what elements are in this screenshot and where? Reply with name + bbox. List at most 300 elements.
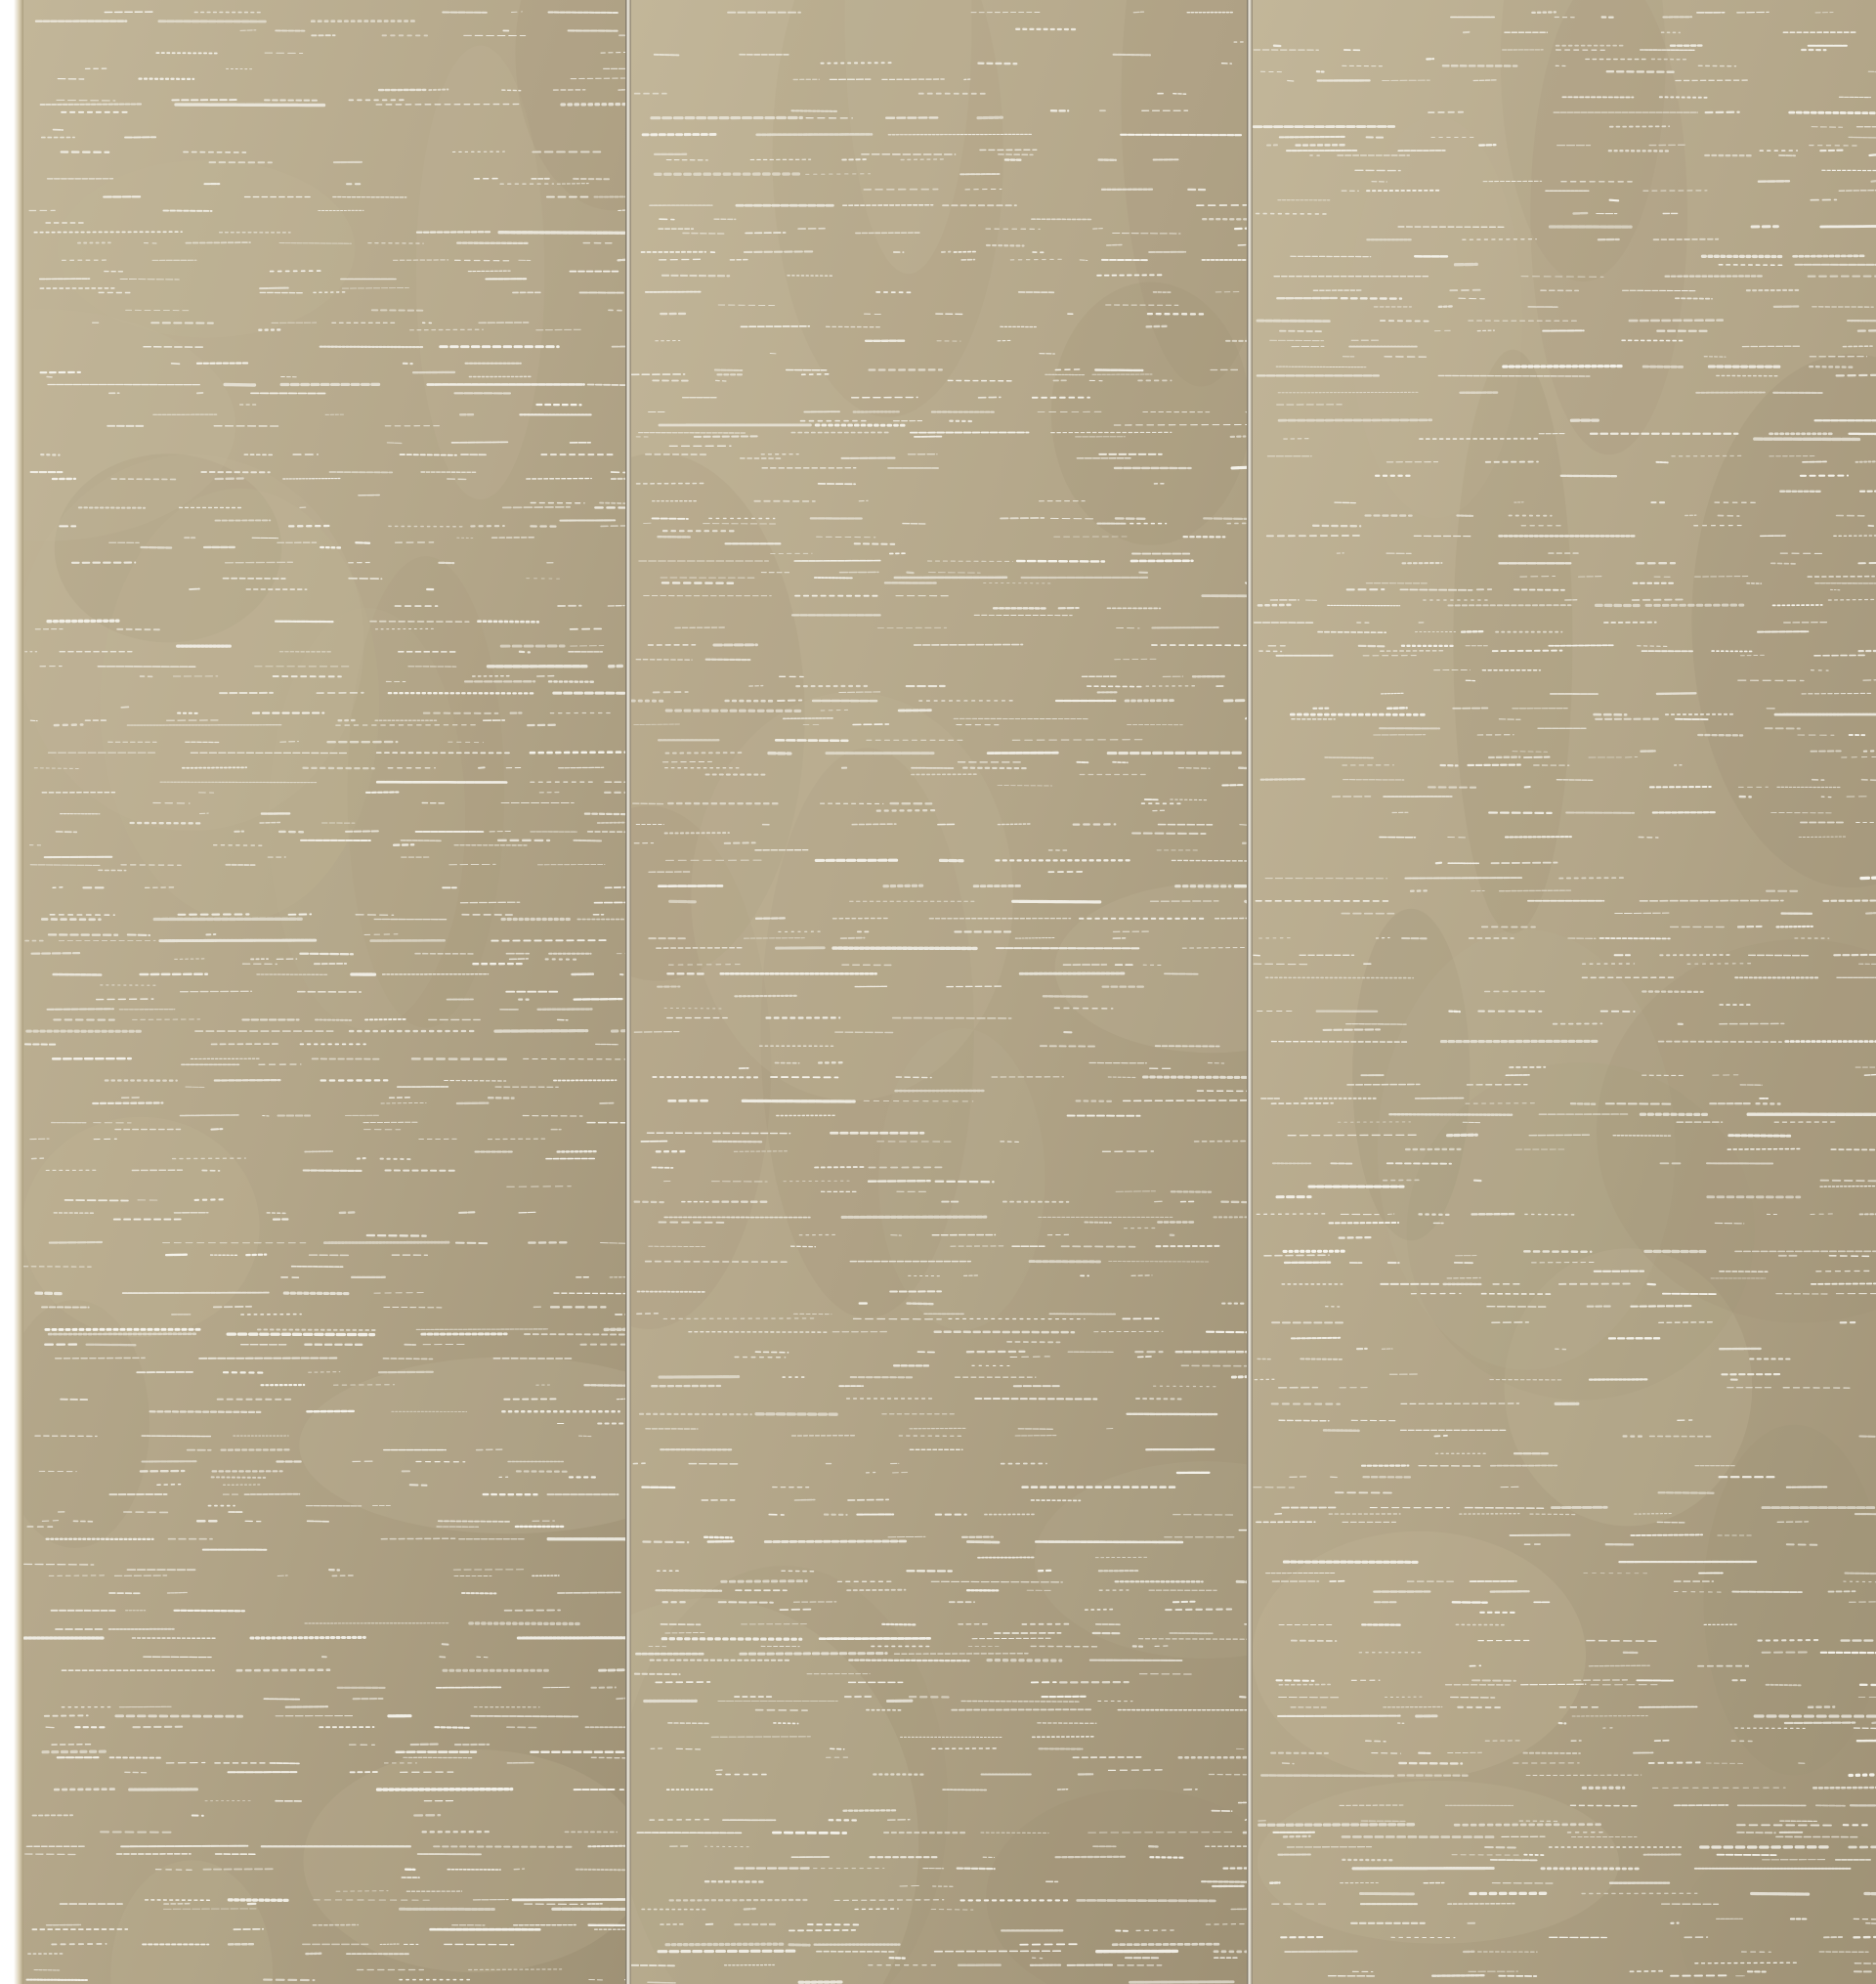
scratch-line [571,78,625,79]
scratch-line [190,589,199,590]
scratch-line [429,90,448,91]
scratch-line [334,1385,395,1386]
scratch-line [743,1100,854,1101]
scratch-line [1450,290,1482,291]
scratch-line [376,105,521,106]
scratch-line [123,1293,269,1294]
scratch-line [211,1129,222,1130]
scratch-line [1737,12,1769,13]
scratch-line [284,1293,349,1294]
scratch-line [153,803,190,804]
scratch-line [1001,1142,1019,1143]
scratch-line [1173,1602,1195,1603]
scratch-line [643,1542,688,1543]
scratch-line [381,1538,454,1539]
scratch-line [1277,1680,1314,1681]
scratch-line [150,1411,261,1412]
scratch-line [1514,589,1564,590]
scratch-line [1372,1753,1401,1754]
scratch-line [527,479,592,480]
scratch-line [133,1019,200,1020]
scratch-line [459,1212,474,1213]
scratch-line [1870,154,1876,155]
scratch-line [1459,298,1484,299]
scratch-line [180,1115,238,1116]
scratch-line [183,767,246,768]
scratch-line [1657,1522,1684,1523]
scratch-line [1657,693,1696,694]
scratch-line [1093,229,1103,230]
scratch-line [1113,1944,1218,1945]
scratch-line [1389,1114,1512,1115]
scratch-line [1821,227,1876,228]
scratch-line [1405,878,1521,879]
scratch-line [1556,780,1592,781]
scratch-line [1830,589,1841,590]
scratch-line [935,1332,1074,1333]
scratch-line [722,1581,807,1582]
scratch-line [264,1699,300,1700]
scratch-line [1324,1029,1380,1030]
scratch-line [1113,234,1180,235]
scratch-line [43,1751,108,1752]
scratch-line [1254,955,1261,956]
scratch-line [1589,1665,1649,1666]
scratch-line [510,959,529,960]
scratch-line [443,1644,449,1645]
scratch-line [958,1869,995,1870]
scratch-line [869,1181,930,1182]
scratch-line [1078,1900,1215,1901]
scratch-line [676,1748,700,1749]
plank-middle-texture [631,0,1247,1984]
scratch-line [264,1980,314,1981]
scratch-line [1449,1012,1460,1013]
scratch-line [1335,502,1355,503]
scratch-line [471,1716,577,1717]
scratch-line [1532,12,1556,13]
scratch-line [1050,518,1095,519]
scratch-line [1732,1592,1802,1593]
scratch-line [226,562,293,563]
scratch-line [411,1745,439,1746]
scratch-line [784,718,834,719]
scratch-line [1729,1136,1790,1137]
scratch-line [87,1345,137,1346]
scratch-line [1095,370,1142,371]
scratch-line [186,242,250,243]
scratch-line [1861,878,1876,879]
scratch-line [1439,306,1454,307]
plank-right-texture [1253,0,1876,1984]
scratch-line [142,547,172,548]
scratch-line [1660,97,1707,98]
scratch-line [600,1670,625,1671]
scratch-line [618,260,625,261]
scratch-line [1549,645,1613,646]
scratch-line [972,1638,1051,1639]
paint-blotch [23,454,364,831]
scratch-line [1630,321,1723,322]
scratch-line [975,1399,1096,1400]
scratch-line [279,243,352,244]
scratch-line [1839,191,1876,192]
scratch-line [387,443,402,444]
scratch-line [1462,631,1483,632]
scratch-line [549,13,618,14]
scratch-line [1574,213,1588,214]
scratch-line [1521,1684,1586,1685]
scratch-line [54,974,101,975]
scratch-line [1113,762,1128,763]
scratch-line [1207,1332,1247,1333]
scratch-line [1811,1214,1836,1215]
scratch-line [896,1077,931,1078]
scratch-line [1097,275,1164,276]
scratch-line [300,954,353,955]
scratch-line [316,1019,351,1020]
scratch-line [499,233,625,234]
scratch-line [270,1763,299,1764]
scratch-line [648,1982,675,1983]
scratch-line [1432,1975,1484,1976]
plank-left [23,0,625,1984]
scratch-line [1521,277,1603,278]
scratch-line [662,276,729,277]
scratch-line [1107,245,1122,246]
scratch-line [1132,834,1205,835]
scratch-line [1499,719,1520,720]
scratch-line [1208,1063,1223,1064]
scratch-line [1238,245,1247,246]
scratch-line [839,692,881,693]
scratch-line [468,271,510,272]
scratch-line [1752,1894,1809,1895]
scratch-line [1802,693,1871,694]
scratch-line [340,1212,357,1213]
paint-blotch [1253,1531,1586,1779]
scratch-line [1232,467,1247,468]
scratch-line [30,865,100,866]
scratch-line [1261,1776,1392,1777]
scratch-line [1284,1836,1310,1837]
scratch-line [1340,1237,1373,1238]
scratch-line [228,1334,373,1335]
scratch-line [292,1267,343,1268]
scratch-line [514,1869,524,1870]
scratch-line [160,940,316,941]
scratch-line [200,813,209,814]
scratch-line [286,1706,327,1707]
scratch-line [852,824,896,825]
scratch-line [384,1307,442,1308]
scratch-line [961,1702,1079,1703]
scratch-line [416,1329,547,1330]
scratch-line [848,1499,888,1500]
scratch-line [884,885,922,886]
scratch-line [765,1541,908,1542]
scratch-line [439,1521,510,1522]
scratch-line [1866,913,1876,914]
scratch-line [1485,1847,1516,1848]
scratch-line [1864,1075,1876,1076]
scratch-line [1261,779,1305,780]
scratch-line [1136,1399,1184,1400]
scratch-line [252,538,277,539]
scratch-line [1018,1429,1053,1430]
scratch-line [907,573,913,574]
scratch-line [612,472,625,473]
scratch-line [1139,1639,1248,1640]
paint-blotch [23,1117,260,1338]
scratch-line [915,645,1023,646]
scratch-line [1116,1930,1130,1931]
scratch-line [1715,1223,1744,1224]
panel-left-edge [14,0,23,1984]
scratch-line [666,1944,785,1945]
scratch-line [931,1581,1062,1582]
scratch-line [841,938,865,939]
scratch-line [1036,1542,1182,1543]
scratch-line [1676,298,1712,299]
scratch-line [1258,321,1331,322]
scratch-line [1202,1881,1247,1882]
scratch-line [1767,1685,1801,1686]
scratch-line [50,1242,102,1243]
plank-right [1253,0,1876,1984]
scratch-line [1849,137,1876,138]
scratch-line [1500,890,1572,891]
scratch-line [356,915,393,916]
scratch-line [1863,680,1876,681]
scratch-line [1631,1306,1692,1307]
scratch-line [365,1019,405,1020]
scratch-line [967,1542,999,1543]
scratch-line [216,479,243,480]
scratch-line [908,1304,934,1305]
scratch-line [1466,1103,1536,1104]
scratch-line [304,1171,362,1172]
scratch-line [1610,200,1619,201]
scratch-line [601,1243,626,1244]
scratch-line [1147,326,1167,327]
scratch-line [23,1267,91,1268]
paint-blotch [1258,1781,1619,1944]
scratch-line [251,1637,364,1638]
scratch-line [1260,71,1282,72]
scratch-line [1656,462,1667,463]
scratch-line [579,1436,592,1437]
scratch-line [741,1654,886,1655]
scratch-line [1771,563,1797,564]
scratch-line [1436,863,1442,864]
scratch-line [1359,646,1385,647]
scratch-line [1659,1042,1781,1043]
scratch-line [1625,757,1637,758]
scratch-line [795,1500,815,1501]
scratch-line [121,1846,247,1847]
scratch-line [646,1262,789,1263]
scratch-line [695,436,757,437]
scratch-line [791,110,836,111]
scratch-line [610,666,625,667]
scratch-line [954,252,975,253]
scratch-line [1130,1982,1234,1983]
scratch-line [197,393,204,394]
scratch-line [172,364,180,365]
scratch-line [308,1521,329,1522]
scratch-line [267,1213,287,1214]
scratch-line [1659,1492,1714,1493]
paint-blotch [1349,116,1522,518]
scratch-line [477,1449,502,1450]
paint-blotch [878,1028,1045,1330]
scratch-line [559,767,604,768]
scratch-line [48,1009,114,1010]
scratch-line [543,1687,570,1688]
scratch-line [1492,863,1557,864]
scratch-line [1491,1860,1537,1861]
plank-middle [631,0,1247,1984]
scratch-line [271,271,321,272]
scratch-line [1166,1610,1231,1611]
scratch-line [1150,1857,1184,1858]
scratch-line [121,865,181,866]
scratch-line [1387,708,1407,709]
scratch-line [225,385,254,386]
scratch-line [1571,1103,1595,1104]
scratch-line [41,105,142,106]
scratch-line [175,1611,245,1612]
scratch-line [349,579,381,580]
scratch-line [1116,1191,1155,1192]
scratch-line [660,1377,739,1378]
scratch-line [1240,825,1247,826]
scratch-line [1178,768,1210,769]
scratch-line [1288,81,1294,82]
scratch-line [452,442,509,443]
scratch-line [260,288,288,289]
scratch-line [410,1485,427,1486]
scratch-line [711,1737,810,1738]
scratch-line [168,1593,188,1594]
scratch-line [229,1900,289,1901]
scratch-line [491,940,608,941]
scratch-line [36,1293,61,1294]
scratch-line [1399,1763,1462,1764]
scratch-line [1493,651,1562,652]
scratch-line [1325,757,1373,758]
scratch-line [305,1151,332,1152]
scratch-line [503,507,570,508]
scratch-line [745,251,813,252]
scratch-line [1182,948,1247,949]
scratch-line [575,999,622,1000]
scratch-line [1080,260,1087,261]
scratch-line [735,996,797,997]
scratch-line [781,1610,811,1611]
scratch-line [495,1031,587,1032]
scratch-line [48,621,118,622]
paint-blotch [58,160,355,338]
scratch-line [655,55,679,56]
scratch-line [1062,1246,1135,1247]
scratch-line [520,652,530,653]
scratch-line [1607,71,1674,72]
scratch-line [670,901,697,902]
scratch-line [815,1167,865,1168]
scratch-line [1438,375,1590,376]
scratch-line [683,234,726,235]
scratch-line [617,1699,625,1700]
scratch-line [128,934,149,935]
scratch-line [1400,589,1471,590]
scratch-line [142,1436,210,1437]
scratch-line [125,1772,149,1773]
scratch-line [1872,181,1876,182]
scratch-line [176,105,324,106]
scratch-line [1204,518,1247,519]
scratch-line [1007,1342,1060,1343]
scratch-line [1529,1135,1590,1136]
scratch-line [588,385,625,386]
scratch-line [1047,1234,1072,1235]
scratch-line [342,288,408,289]
scratch-line [448,479,469,480]
scratch-line [1635,1514,1672,1515]
scratch-line [745,1909,755,1910]
scratch-line [806,174,871,175]
scratch-line [57,832,77,833]
plank-left-texture [23,0,625,1984]
scratch-line [557,184,588,185]
scratch-line [601,526,625,527]
scratch-line [214,1307,251,1308]
scratch-line [456,1243,488,1244]
scratch-line [1318,632,1386,633]
scratch-line [715,370,743,371]
scratch-line [1821,1181,1876,1182]
scratch-line [978,117,1002,118]
scratch-line [336,1891,388,1892]
scratch-line [260,823,279,824]
scratch-line [558,1592,620,1593]
scratch-line [979,64,1017,65]
scratch-line [1292,1338,1340,1339]
scratch-line [479,767,485,768]
scratch-line [1017,561,1104,562]
scratch-line [1659,1322,1713,1323]
scratch-line [356,542,369,543]
scratch-line [1654,239,1719,240]
scratch-line [1472,1680,1515,1681]
scratch-line [987,245,1024,246]
scratch-line [1114,55,1150,56]
scratch-line [1280,137,1345,138]
scratch-line [1448,1135,1477,1136]
scratch-line [1695,577,1748,578]
scratch-line [1173,94,1186,95]
scratch-line [34,1970,60,1971]
scratch-line [1787,1544,1817,1545]
scratch-line [749,686,763,687]
scratch-line [755,1352,788,1353]
scratch-line [588,1846,625,1847]
scratch-line [1631,1534,1702,1535]
scratch-line [637,1314,658,1315]
scratch-line [776,740,847,741]
scratch-line [1451,1698,1495,1699]
